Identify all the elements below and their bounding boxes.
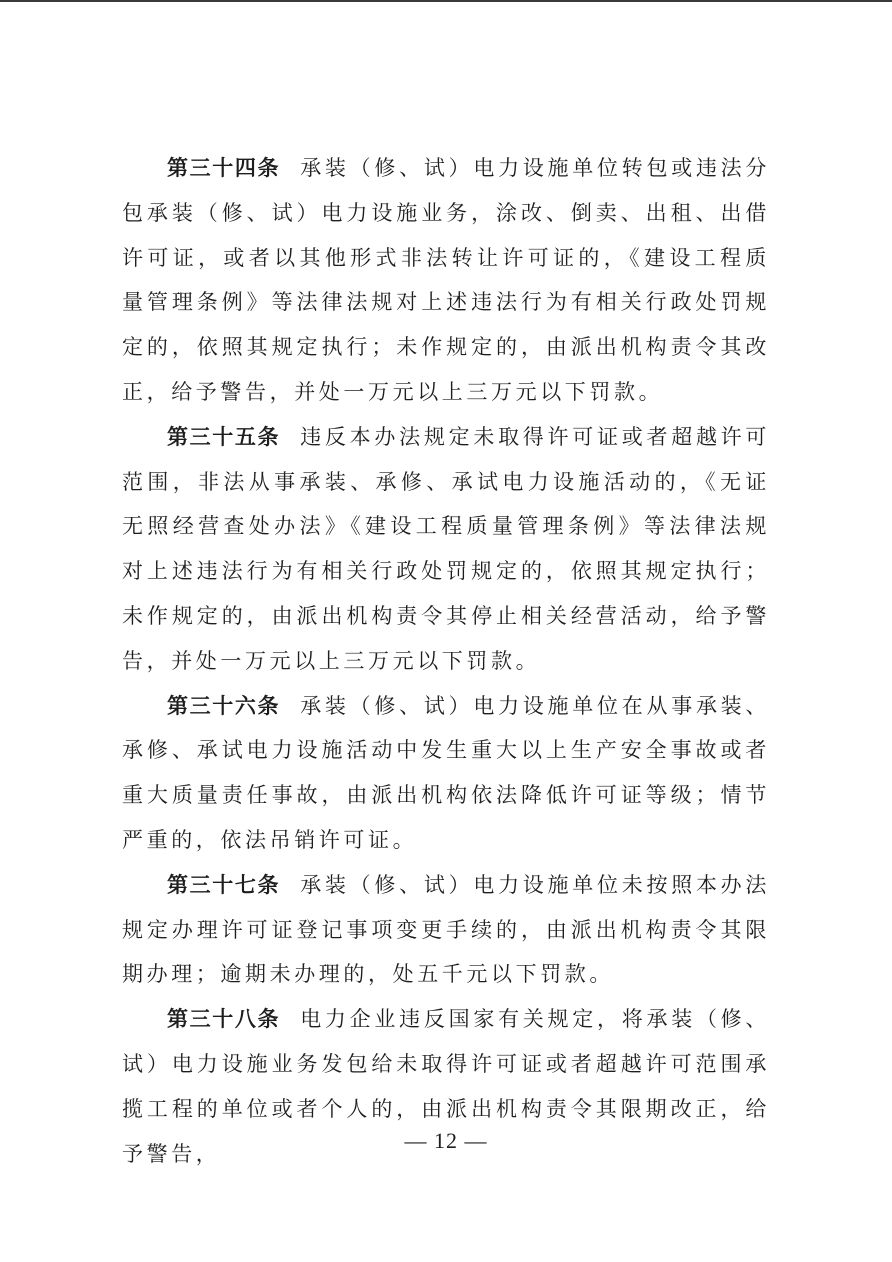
article-title: 第三十八条	[167, 1007, 281, 1032]
article-37	[122, 863, 770, 997]
article-36	[122, 684, 770, 863]
article-title: 第三十六条	[167, 693, 281, 718]
document-body	[122, 146, 770, 1176]
article-title: 第三十七条	[167, 872, 281, 897]
article-text: 违反本办法规定未取得许可证或者超越许可范围，非法从事承装、承修、承试电力设施活动的，《无证无照经营查处办法》《建设工程质量管理条例》等法律法规对上述违法行为有相关行政处罚规定的，依照其规定执行；未作规定的，由派出机构责令其停止相关经营活动，给予警告，并处一万元以上三万元以下罚款。	[122, 424, 771, 673]
article-34	[122, 146, 770, 415]
article-text: 承装（修、试）电力设施单位未按照本办法规定办理许可证登记事项变更手续的，由派出机构责令其限期办理；逾期未办理的，处五千元以下罚款。	[122, 872, 771, 987]
article-text: 承装（修、试）电力设施单位在从事承装、承修、承试电力设施活动中发生重大以上生产安全事故或者重大质量责任事故，由派出机构依法降低许可证等级；情节严重的，依法吊销许可证。	[122, 693, 771, 852]
article-title: 第三十四条	[167, 156, 281, 180]
article-title: 第三十五条	[167, 424, 281, 449]
page-top-border	[0, 0, 892, 2]
article-text: 承装（修、试）电力设施单位转包或违法分包承装（修、试）电力设施业务，涂改、倒卖、出租、出借许可证，或者以其他形式非法转让许可证的，《建设工程质量管理条例》等法律法规对上述违法行为有相关行政处罚规定的，依照其规定执行；未作规定的，由派出机构责令其改正，给予警告，并处一万元以上三万元以下罚款。	[122, 156, 771, 404]
article-text: 电力企业违反国家有关规定，将承装（修、试）电力设施业务发包给未取得许可证或者超越许可范围承揽工程的单位或者个人的，由派出机构责令其限期改正，给予警告，	[122, 1007, 771, 1166]
page-number: — 12 —	[404, 1128, 488, 1153]
article-35	[122, 415, 770, 684]
